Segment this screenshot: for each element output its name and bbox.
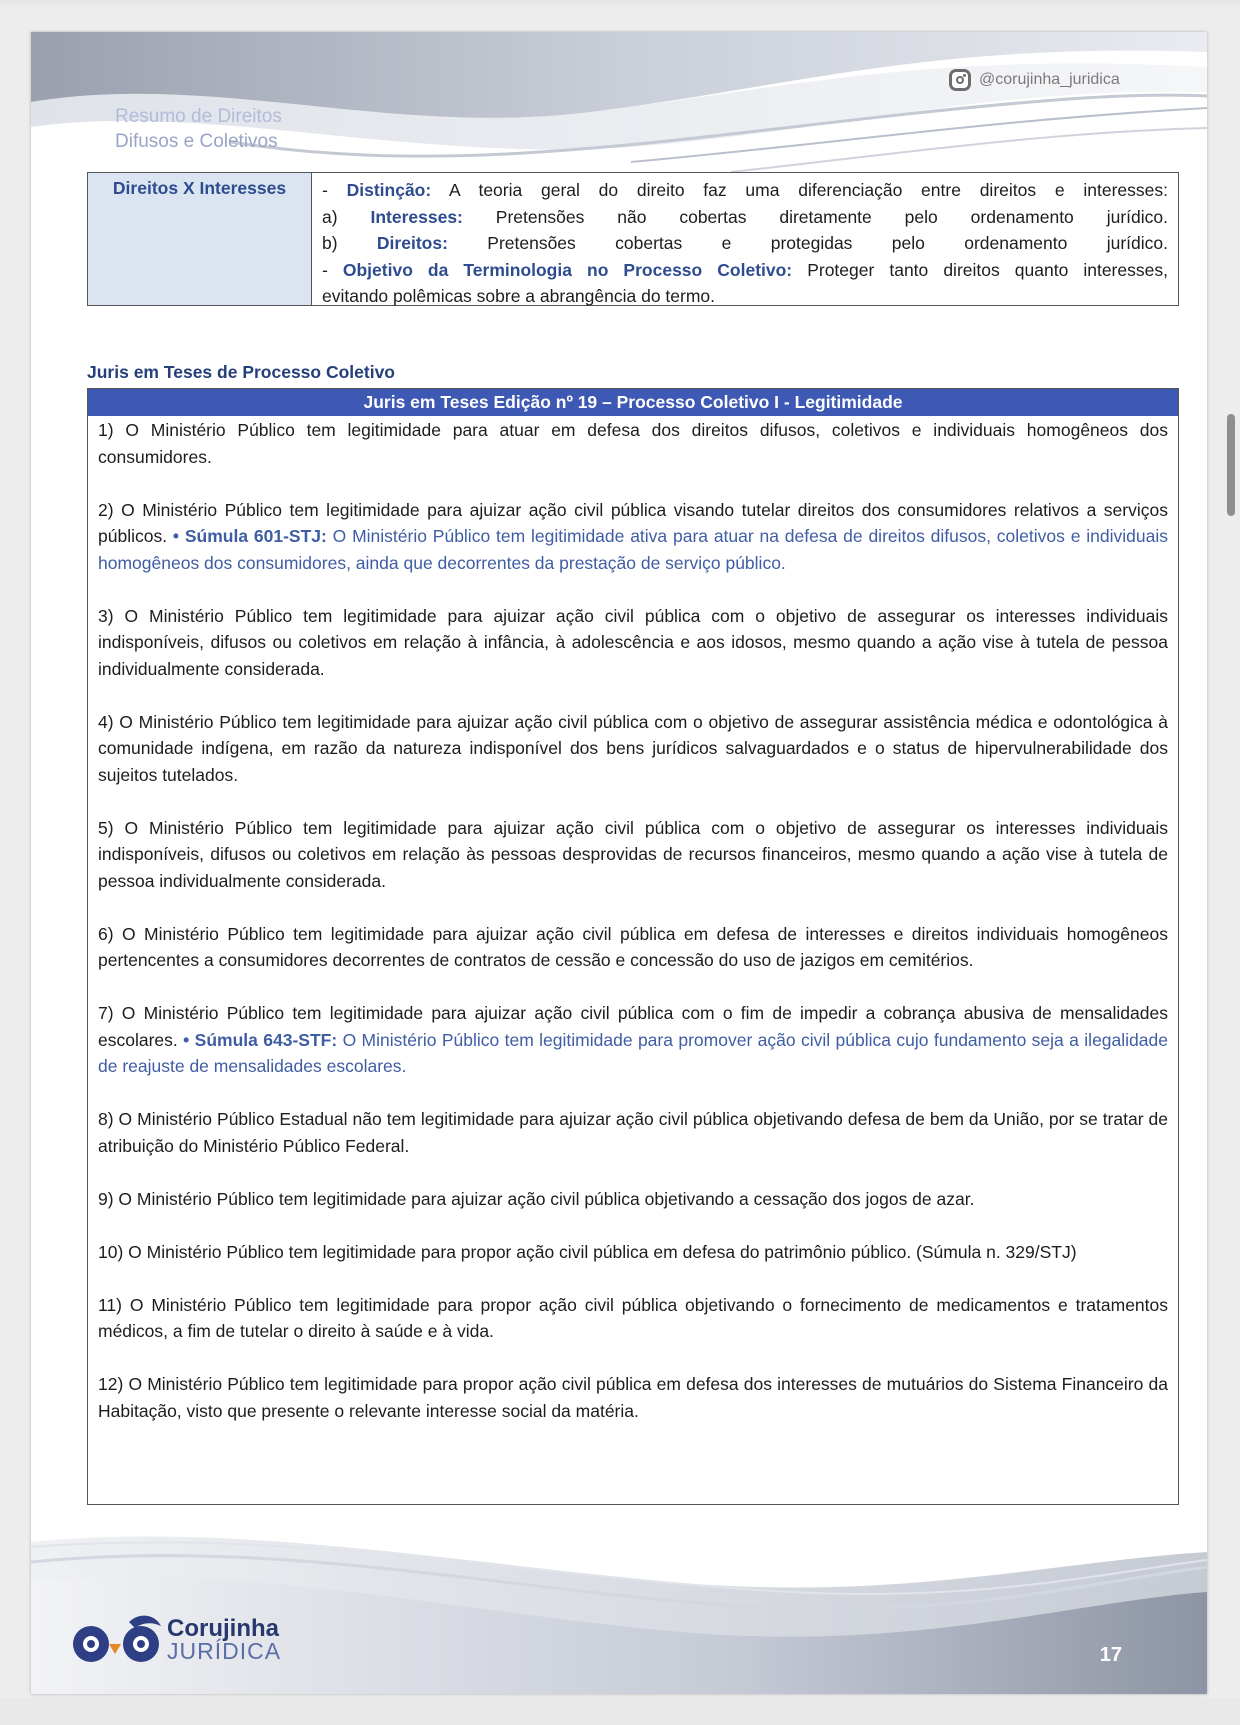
- direitos-interesses-table: [87, 172, 1179, 306]
- tese-text: 3) O Ministério Público tem legitimidade para ajuizar ação civil pública com o objetivo de assegurar os interesses individuais indisponíveis, difusos ou coletivos em relação à infância, à adolescência e aos idosos, mesmo quando a ação vise à tutela de pessoa individualmente considerada.: [98, 605, 1168, 679]
- distincao-line: - Distinção: A teoria geral do direito faz uma diferenciação entre direitos e interesses:: [322, 180, 1168, 200]
- section-title: Juris em Teses de Processo Coletivo: [87, 362, 396, 382]
- tese-text: 5) O Ministério Público tem legitimidade para ajuizar ação civil pública com o objetivo de assegurar os interesses individuais indisponíveis, difusos ou coletivos em relação às pessoas desprovidas de recursos financeiros, mesmo quando a ação vise à tutela de pessoa individualmente considerada.: [98, 817, 1168, 891]
- tese-item-9: [98, 1186, 1168, 1213]
- header-brand-title: [115, 104, 282, 154]
- tese-text: 8) O Ministério Público Estadual não tem legitimidade para ajuizar ação civil pública objetivando defesa de bem da União, por se tratar de atribuição do Ministério Público Federal.: [98, 1109, 1168, 1156]
- tese-item-10: [98, 1239, 1168, 1266]
- tese-item-7: [98, 1000, 1168, 1080]
- tese-item-6: [98, 921, 1168, 974]
- tese-text: 6) O Ministério Público tem legitimidade para ajuizar ação civil pública em defesa de interesses e direitos individuais homogêneos pertencentes a consumidores decorrentes de contratos de cessão e concessão do uso de jazigos em cemitérios.: [98, 923, 1168, 970]
- tese-item-1: [98, 417, 1168, 470]
- instagram-handle: [949, 65, 1120, 95]
- tese-text: 12) O Ministério Público tem legitimidade para propor ação civil pública em defesa dos interesses de mutuários do Sistema Financeiro da Habitação, visto que presente o relevante interesse social da matéria.: [98, 1374, 1168, 1421]
- direitos-text: Pretensões cobertas e protegidas pelo ordenamento jurídico.: [487, 233, 1168, 253]
- juris-teses-header: Juris em Teses Edição nº 19 – Processo Coletivo I - Legitimidade: [88, 389, 1178, 416]
- logo-line1: Corujinha: [167, 1615, 279, 1642]
- direitos-label: Direitos:: [376, 233, 448, 253]
- header-brand-line2: Difusos e Coletivos: [115, 131, 278, 152]
- vertical-scrollbar[interactable]: [1227, 414, 1235, 516]
- table1-content-cell: [312, 173, 1178, 305]
- tese-text: 4) O Ministério Público tem legitimidade para ajuizar ação civil pública com o objetivo de assegurar assistência médica e odontológica à comunidade indígena, em razão da natureza indisponível dos bens jurídicos salvaguardados e o status de hipervulnerabilidade dos sujeitos tutelados.: [98, 711, 1168, 785]
- tese-item-5: [98, 815, 1168, 895]
- tese-text: 1) O Ministério Público tem legitimidade para atuar em defesa dos direitos difusos, coletivos e individuais homogêneos dos consumidores.: [98, 420, 1168, 467]
- juris-teses-body: [88, 417, 1178, 1424]
- document-page: [31, 32, 1207, 1694]
- tese-text: 11) O Ministério Público tem legitimidade para propor ação civil pública objetivando o fornecimento de medicamentos e tratamentos médicos, a fim de tutelar o direito à saúde e à vida.: [98, 1294, 1168, 1341]
- tese-item-12: [98, 1371, 1168, 1424]
- sumula-text: O Ministério Público tem legitimidade ativa para atuar na defesa de direitos difusos, coletivos e individuais homogêneos dos consumidores, ainda que decorrentes da prestação de serviço público.: [98, 526, 1168, 573]
- a-prefix: a): [322, 206, 338, 227]
- sumula-label: • Súmula 601-STJ:: [172, 526, 327, 546]
- interesses-line: [322, 204, 1168, 231]
- header-brand-line1: Resumo de Direitos: [115, 106, 282, 127]
- direitos-line: [322, 230, 1168, 257]
- logo-line2: JURÍDICA: [167, 1638, 282, 1664]
- distincao-text: A teoria geral do direito faz uma diferenciação entre direitos e interesses:: [449, 180, 1168, 200]
- viewer-bottom-edge: [0, 1698, 1240, 1725]
- logo-wordmark: [167, 1615, 282, 1664]
- b-prefix: b): [322, 233, 338, 253]
- interesses-text: Pretensões não cobertas diretamente pelo ordenamento jurídico.: [495, 206, 1168, 227]
- tese-text: 10) O Ministério Público tem legitimidade para propor ação civil pública em defesa do patrimônio público. (Súmula n. 329/STJ): [98, 1241, 1077, 1262]
- tese-item-2: [98, 497, 1168, 577]
- tese-text: 7) O Ministério Público tem legitimidade para ajuizar ação civil pública com o fim de impedir a cobrança abusiva de mensalidades escolares.: [98, 1003, 1168, 1050]
- owl-logo-icon: [69, 1612, 165, 1668]
- viewer-top-edge: [0, 0, 1240, 8]
- sumula-label: • Súmula 643-STF:: [183, 1029, 338, 1050]
- table1-label-cell: Direitos X Interesses: [88, 173, 312, 305]
- instagram-handle-text: @corujinha_juridica: [979, 71, 1120, 88]
- tese-item-3: [98, 603, 1168, 683]
- objetivo-continuation: evitando polêmicas sobre a abrangência do termo.: [322, 286, 716, 306]
- distincao-label: Distinção:: [346, 180, 432, 200]
- sumula-text: O Ministério Público tem legitimidade para promover ação civil pública cujo fundamento seja a ilegalidade de reajuste de mensalidades escolares.: [98, 1029, 1168, 1076]
- tese-item-4: [98, 709, 1168, 789]
- tese-item-8: [98, 1106, 1168, 1159]
- sumula-601-note: [98, 526, 1168, 573]
- footer-wave-decoration: [31, 1522, 1207, 1694]
- objetivo-line: - Objetivo da Terminologia no Processo Coletivo: Proteger tanto direitos quanto interesses,: [322, 259, 1168, 280]
- page-number: 17: [1099, 1644, 1122, 1666]
- sumula-643-note: [98, 1030, 1168, 1077]
- interesses-label: Interesses:: [370, 206, 463, 227]
- instagram-icon: [949, 69, 971, 91]
- tese-item-11: [98, 1292, 1168, 1345]
- tese-text: 9) O Ministério Público tem legitimidade para ajuizar ação civil pública objetivando a cessação dos jogos de azar.: [98, 1188, 975, 1209]
- tese-text: 2) O Ministério Público tem legitimidade para ajuizar ação civil pública visando tutelar direitos dos consumidores relativos a serviços públicos.: [98, 499, 1168, 546]
- objetivo-text: Proteger tanto direitos quanto interesses,: [807, 259, 1168, 280]
- objetivo-label: Objetivo da Terminologia no Processo Coletivo:: [342, 259, 793, 280]
- footer-logo: [69, 1612, 309, 1668]
- juris-teses-table: [87, 388, 1179, 1505]
